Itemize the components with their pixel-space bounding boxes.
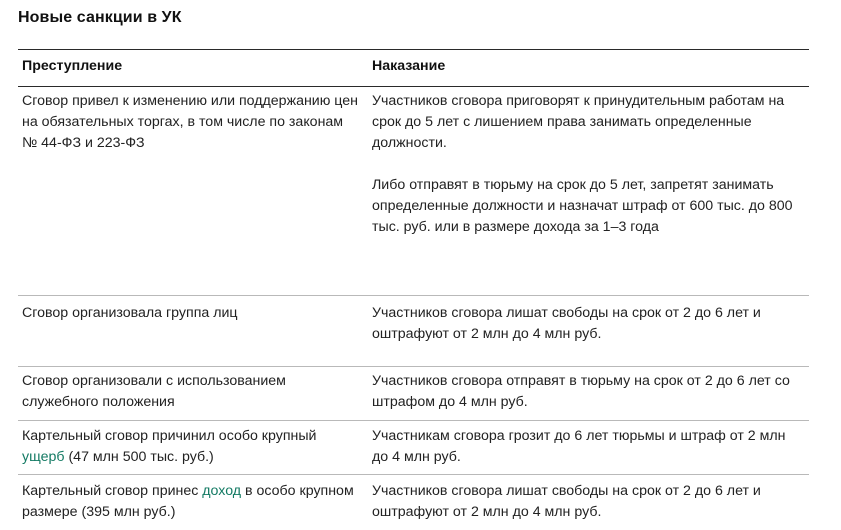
punishment-cell: [372, 91, 804, 238]
crime-cell: [22, 481, 362, 523]
crime-cell: Сговор организовала группа лиц: [22, 305, 238, 321]
punishment-cell: Участникам сговора грозит до 6 лет тюрьмы и штраф от 2 млн до 4 млн руб.: [372, 428, 786, 465]
damage-link[interactable]: ущерб: [22, 449, 65, 465]
crime-cell: Сговор привел к изменению или поддержанию цен на обязательных торгах, в том числе по законам № 44-ФЗ и 223-ФЗ: [22, 93, 358, 151]
crime-text-before: Картельный сговор принес: [22, 483, 203, 499]
sanctions-table: [18, 49, 809, 530]
crime-cell: Сговор организовали с использованием служебного положения: [22, 373, 286, 410]
column-header-crime: Преступление: [22, 58, 123, 74]
income-link[interactable]: доход: [202, 483, 242, 499]
page-title: Новые санкции в УК: [18, 9, 182, 26]
punishment-text: Участников сговора приговорят к принудительным работам на срок до 5 лет с лишением права занимать определенные должности.: [372, 93, 785, 151]
punishment-cell: Участников сговора отправят в тюрьму на срок от 2 до 6 лет со штрафом до 4 млн руб.: [372, 373, 790, 410]
table-row: [18, 367, 809, 421]
crime-text-before: Картельный сговор причинил особо крупный: [22, 428, 317, 444]
punishment-alternative-text: Либо отправят в тюрьму на срок до 5 лет, запретят занимать определенные должности и назначат штраф от 600 тыс. до 800 тыс. руб. или в размере дохода за 1–3 года: [372, 177, 793, 235]
table-row: [18, 421, 809, 475]
crime-cell: [22, 426, 362, 468]
punishment-cell: Участников сговора лишат свободы на срок от 2 до 6 лет и оштрафуют от 2 млн до 4 млн руб.: [372, 483, 761, 520]
table-row: [18, 296, 809, 367]
punishment-cell: Участников сговора лишат свободы на срок от 2 до 6 лет и оштрафуют от 2 млн до 4 млн руб.: [372, 305, 761, 342]
crime-text-after: (47 млн 500 тыс. руб.): [64, 449, 214, 465]
crime-text-after: в особо крупном размере (395 млн руб.): [22, 483, 354, 520]
column-header-punishment: Наказание: [372, 58, 446, 74]
table-row: [18, 475, 809, 530]
table-header-row: [18, 50, 809, 87]
table-row: [18, 87, 809, 296]
